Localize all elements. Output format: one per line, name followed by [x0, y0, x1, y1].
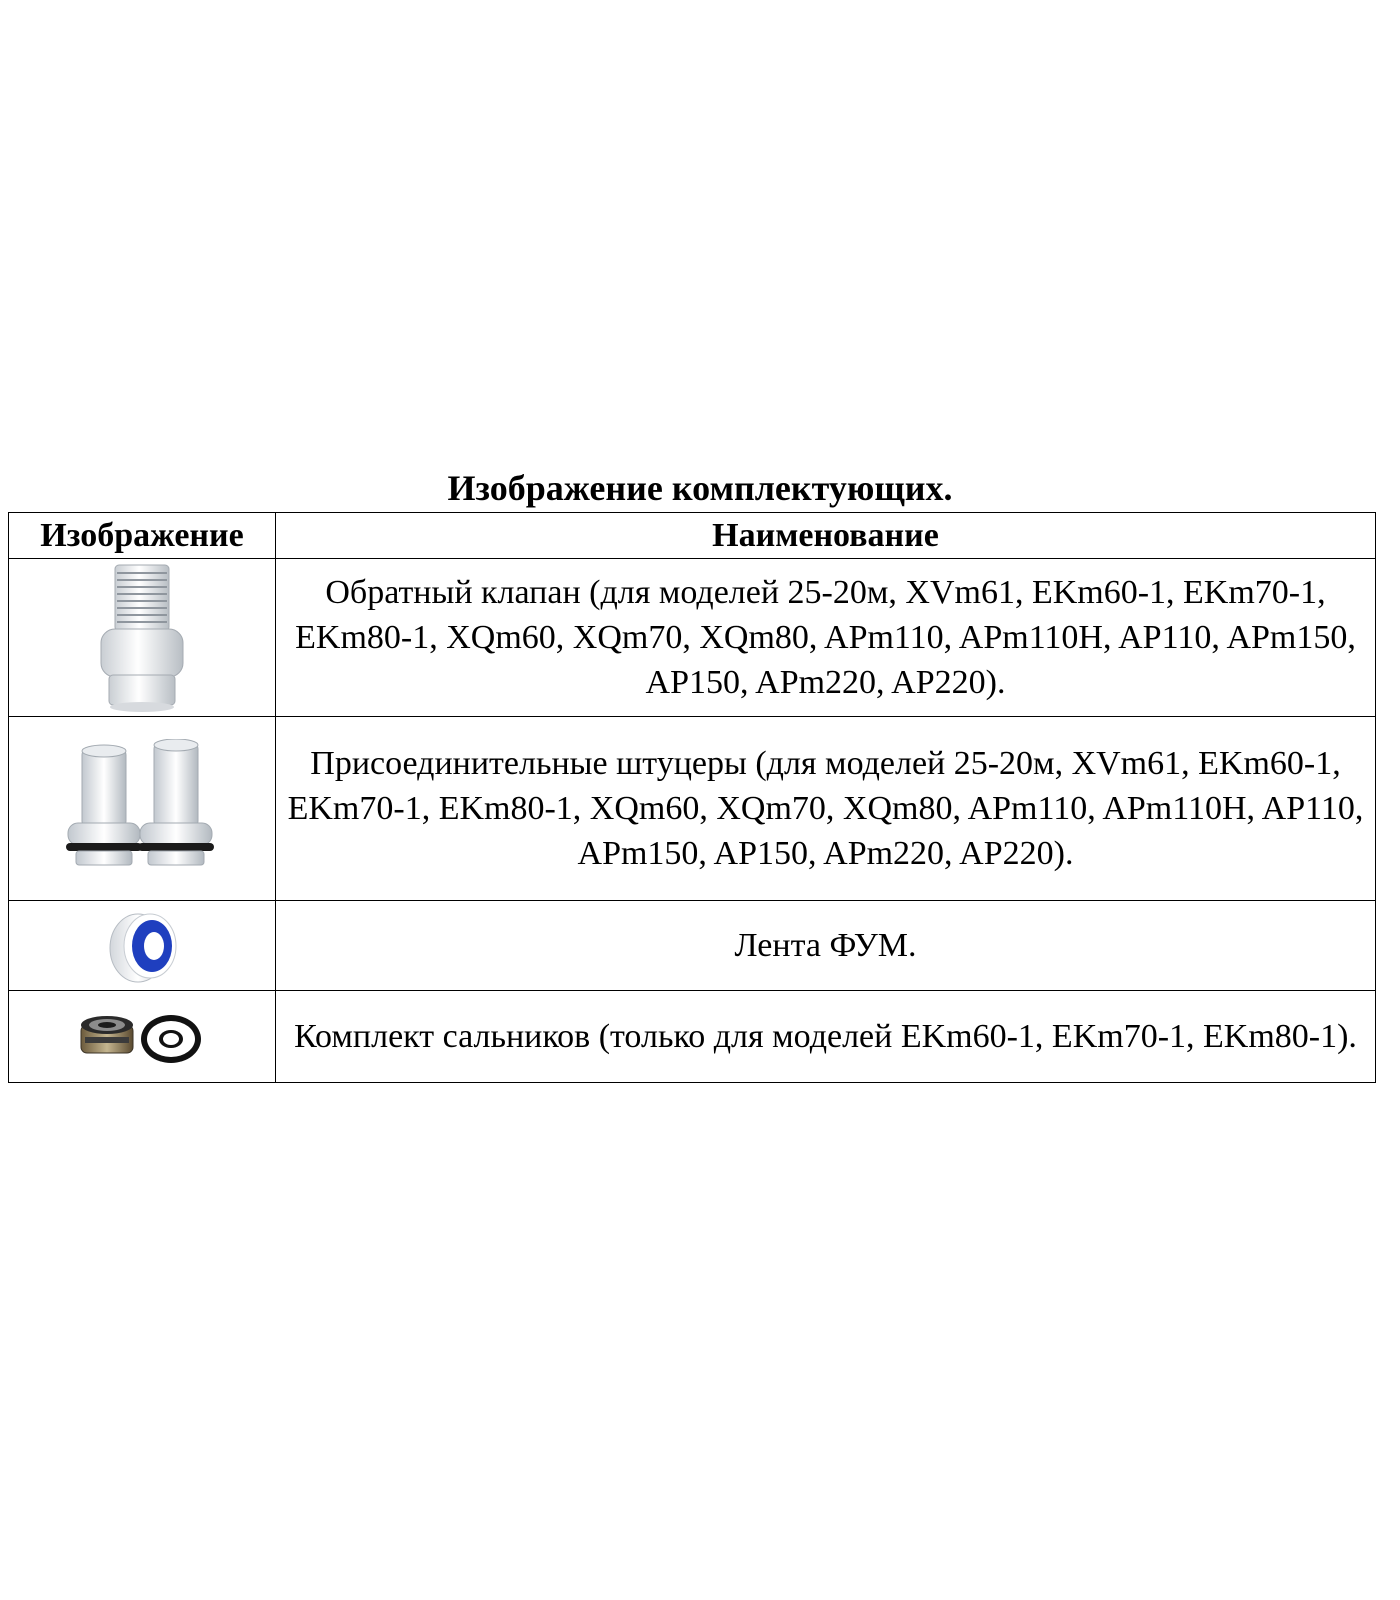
- seal-kit-icon: [77, 1007, 207, 1067]
- table-row: [9, 559, 1376, 717]
- check-valve-icon: [87, 563, 197, 713]
- table-header-row: [9, 513, 1376, 559]
- components-table: [8, 512, 1376, 1083]
- table-row: [9, 901, 1376, 991]
- item-name: Лента ФУМ.: [276, 901, 1376, 991]
- image-cell: [9, 901, 276, 991]
- image-cell: [9, 559, 276, 717]
- table-row: [9, 991, 1376, 1083]
- ptfe-tape-icon: [102, 906, 182, 986]
- page-title: Изображение комплектующих.: [447, 468, 953, 508]
- image-cell: [9, 991, 276, 1083]
- hose-fittings-icon: [62, 739, 222, 879]
- header-name: Наименование: [276, 513, 1376, 559]
- image-cell: [9, 717, 276, 901]
- header-image: Изображение: [9, 513, 276, 559]
- item-name: Обратный клапан (для моделей 25-20м, XVm61, EKm60-1, EKm70-1, EKm80-1, XQm60, XQm70, XQm80, APm110, APm110H, AP110, APm150, AP150, APm220, AP220).: [276, 559, 1376, 717]
- item-name: Присоединительные штуцеры (для моделей 25-20м, XVm61, EKm60-1, EKm70-1, EKm80-1, XQm60, XQm70, XQm80, APm110, APm110H, AP110, APm150, AP150, APm220, AP220).: [276, 717, 1376, 901]
- table-row: [9, 717, 1376, 901]
- item-name: Комплект сальников (только для моделей EKm60-1, EKm70-1, EKm80-1).: [276, 991, 1376, 1083]
